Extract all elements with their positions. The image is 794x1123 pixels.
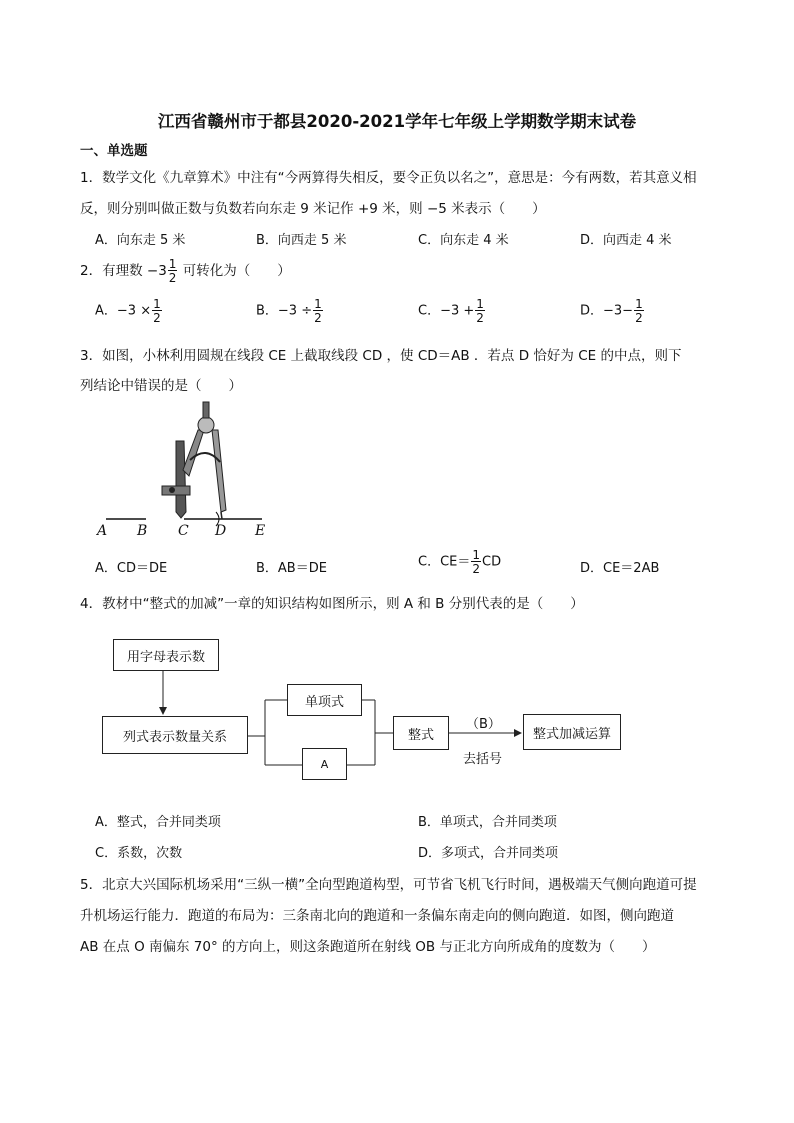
q1-option-c: C．向东走 4 米 — [418, 233, 509, 248]
q2-option-a: A．−3 × $\frac{1}{2}$ — [95, 297, 161, 325]
point-label-e: E — [255, 523, 266, 539]
q2-option-c: C．−3 + $\frac{1}{2}$ — [418, 297, 484, 325]
diagram-box-polynomial: 整式 — [393, 716, 449, 750]
q4-option-c: C．系数，次数 — [95, 846, 183, 861]
diagram-box-letters: 用字母表示数 — [113, 639, 219, 671]
q1-line2: 反，则分别叫做正数与负数若向东走 9 米记作 +9 米，则 −5 米表示（ ） — [80, 201, 546, 217]
point-label-d: D — [215, 523, 227, 539]
q2-option-b: B．−3 ÷ $\frac{1}{2}$ — [256, 297, 322, 325]
q3-option-b: B．AB＝DE — [256, 561, 327, 576]
point-label-a: A — [97, 523, 108, 539]
q4-option-d: D．多项式，合并同类项 — [418, 846, 559, 861]
q5-line3: AB 在点 O 南偏东 70° 的方向上，则这条跑道所在射线 OB 与正北方向所成角的度数为（ ） — [80, 939, 656, 955]
q1-option-d: D．向西走 4 米 — [580, 233, 672, 248]
q2-stem-post: 可转化为（ ） — [182, 263, 291, 279]
q2-mixed-fraction: $\frac{1}{2}$ — [168, 257, 177, 285]
q1-option-a: A．向东走 5 米 — [95, 233, 186, 248]
diagram-box-operation: 整式加减运算 — [523, 714, 621, 750]
q2-stem-pre: 2．有理数 −3 — [80, 263, 167, 279]
page-title: 江西省赣州市于都县2020-2021学年七年级上学期数学期末试卷 — [157, 112, 637, 131]
q5-line2: 升机场运行能力．跑道的布局为：三条南北向的跑道和一条偏东南走向的侧向跑道．如图，侧向跑道 — [80, 908, 674, 924]
q3-option-a: A．CD＝DE — [95, 561, 168, 576]
q3-option-d: D．CE＝2AB — [580, 561, 660, 576]
diagram-label-b: （B） — [466, 717, 501, 732]
q3-line1: 3．如图，小林利用圆规在线段 CE 上截取线段 CD ，使 CD＝AB ．若点 D 恰好为 CE 的中点，则下 — [80, 348, 682, 364]
q3-line2: 列结论中错误的是（ ） — [80, 378, 242, 394]
point-label-b: B — [137, 523, 148, 539]
q1-line1: 1．数学文化《九章算术》中注有“今两算得失相反，要令正负以名之”，意思是：今有两数，若其意义相 — [80, 170, 697, 186]
diagram-box-monomial: 单项式 — [287, 684, 362, 716]
q2-option-d: D．−3− $\frac{1}{2}$ — [580, 297, 643, 325]
diagram-label-remove-brackets: 去括号 — [463, 752, 503, 767]
q1-option-b: B．向西走 5 米 — [256, 233, 347, 248]
diagram-box-a: A — [302, 748, 347, 780]
section-heading: 一、单选题 — [80, 143, 148, 159]
q4-option-b: B．单项式，合并同类项 — [418, 815, 557, 830]
q3-option-c: C．CE＝ $\frac{1}{2}$ CD — [418, 548, 502, 576]
q4-option-a: A．整式，合并同类项 — [95, 815, 221, 830]
q4-line1: 4．教材中“整式的加减”一章的知识结构如图所示，则 A 和 B 分别代表的是（ ） — [80, 596, 584, 612]
point-label-c: C — [178, 523, 189, 539]
diagram-box-expressions: 列式表示数量关系 — [102, 716, 248, 754]
q5-line1: 5．北京大兴国际机场采用“三纵一横”全向型跑道构型，可节省飞机飞行时间，遇极端天气侧向跑道可提 — [80, 877, 697, 893]
